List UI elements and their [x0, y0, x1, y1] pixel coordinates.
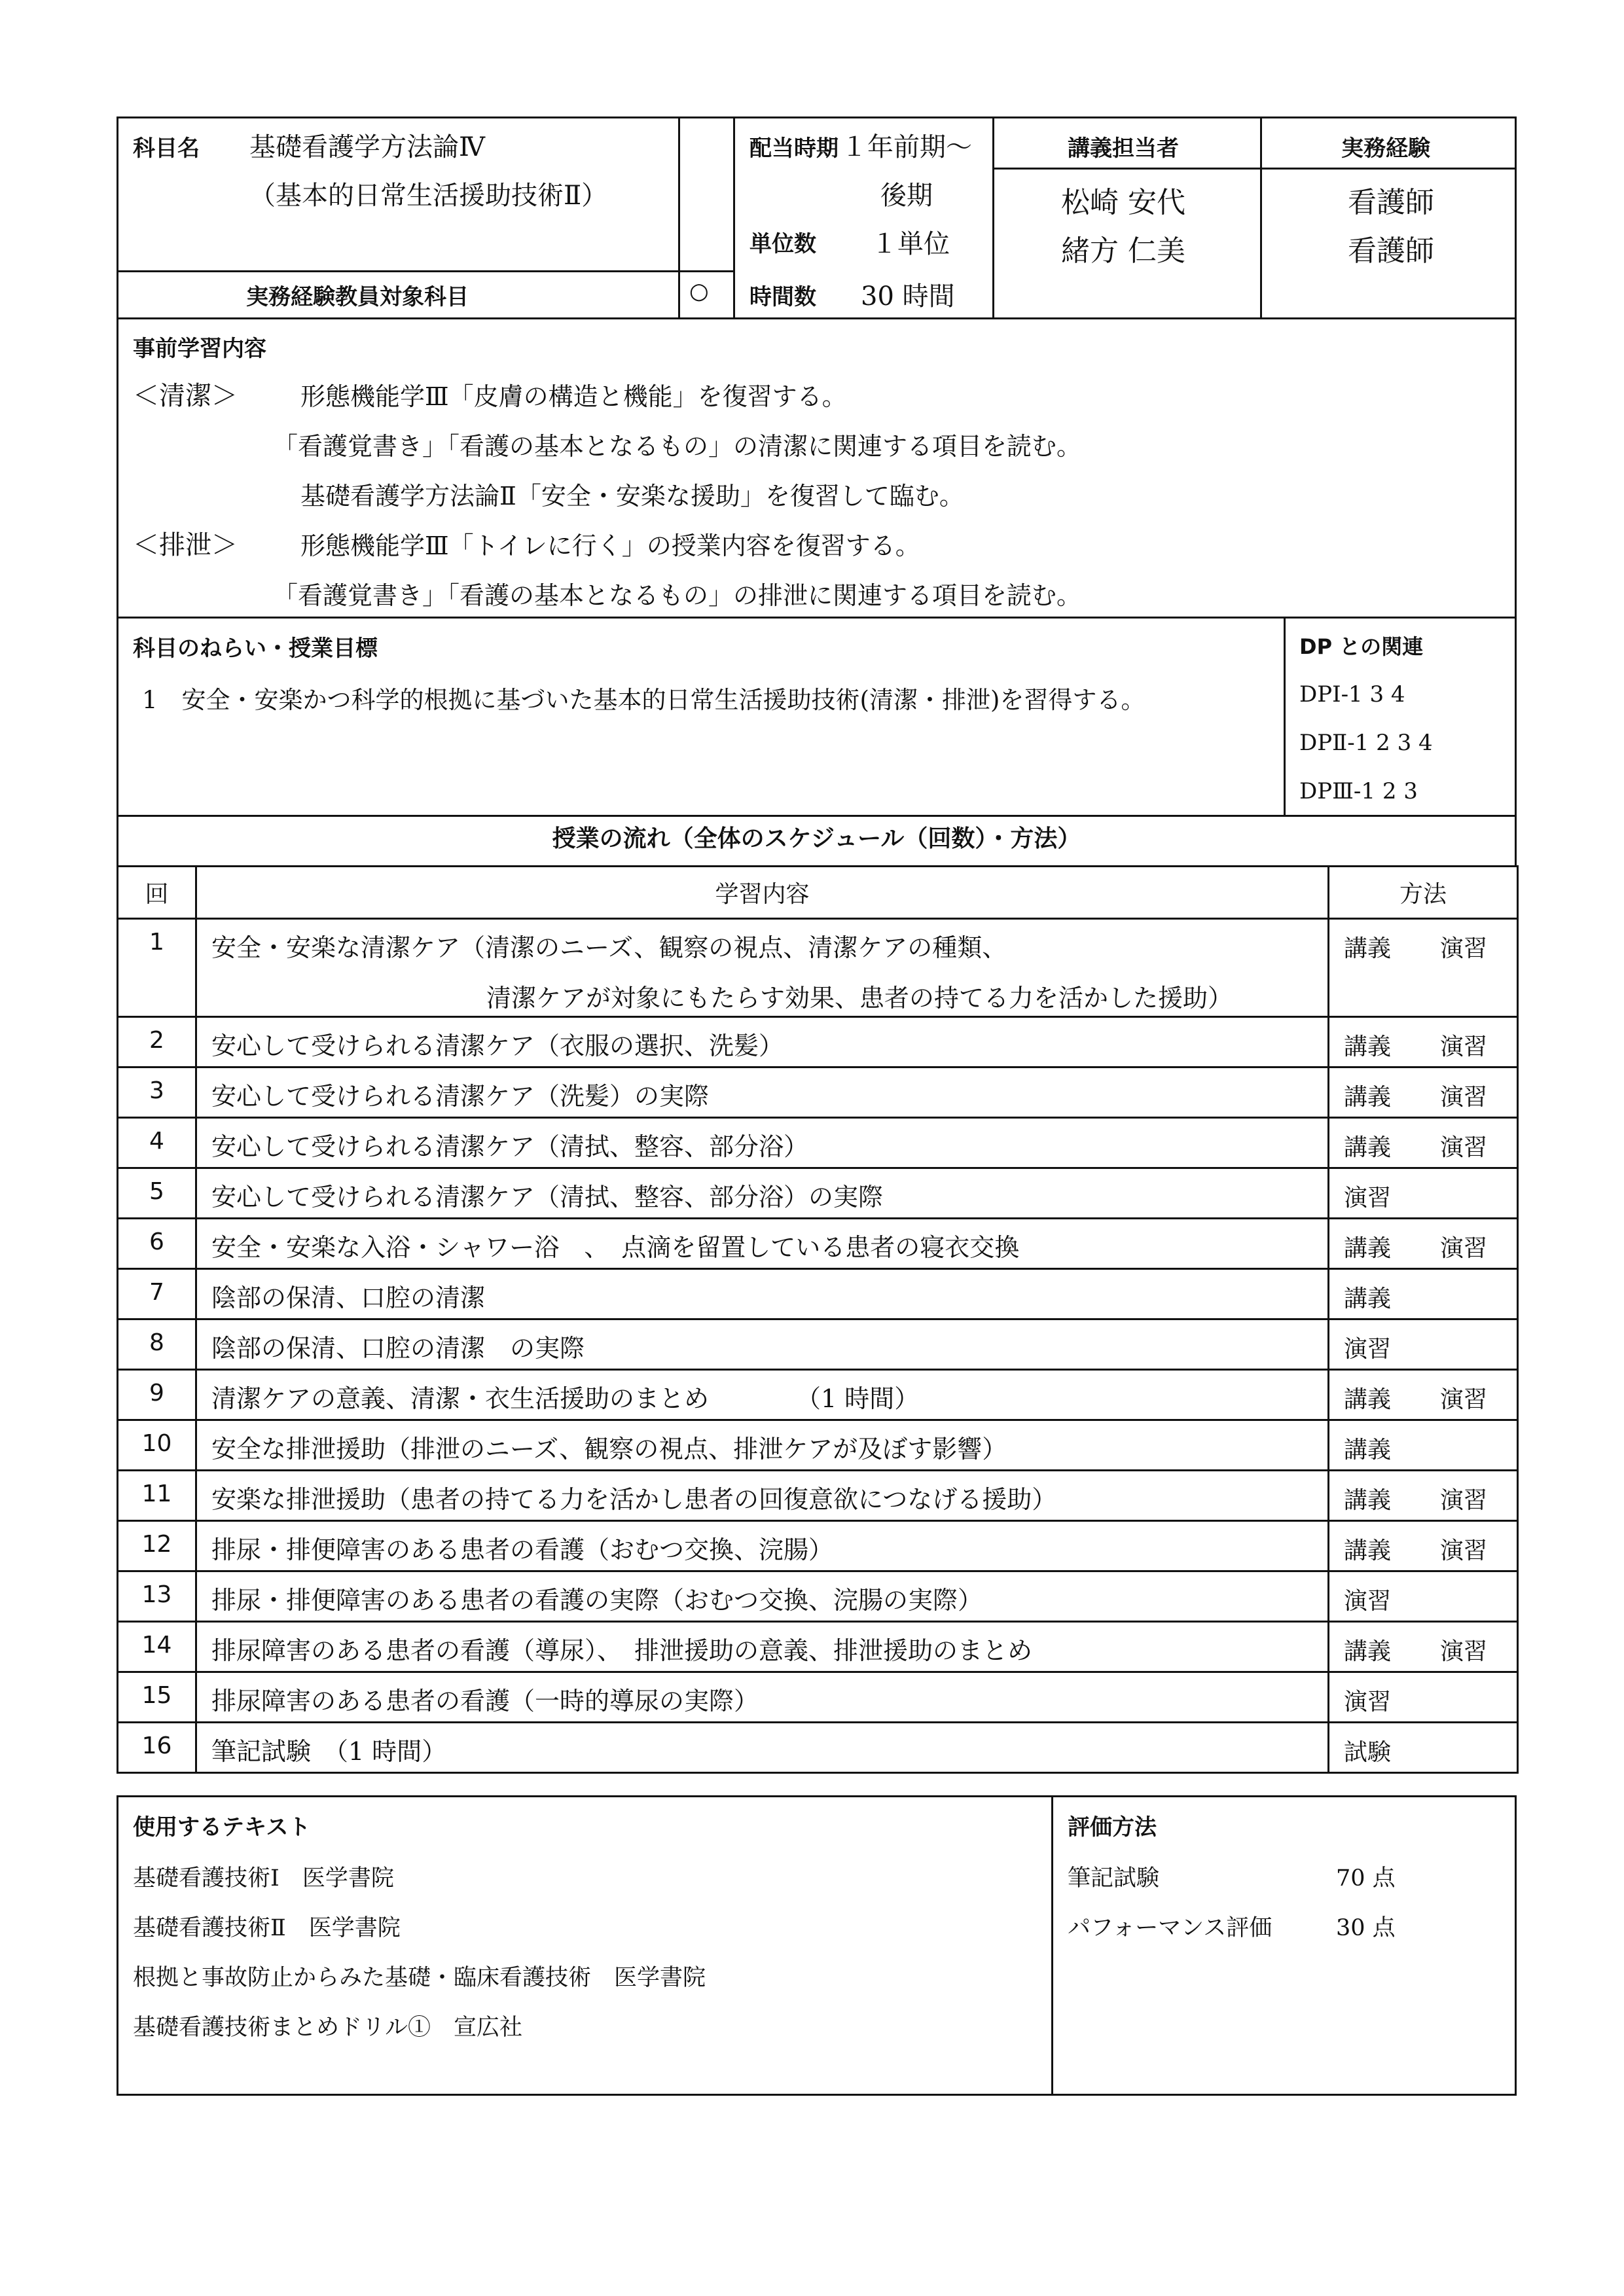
session-number: 12 [141, 1531, 172, 1558]
method-label: 講義 [1344, 1134, 1392, 1161]
session-number: 14 [141, 1632, 172, 1659]
dp-item: DPⅢ-1 2 3 [1299, 778, 1418, 804]
dp-item: DPⅠ-1 3 4 [1299, 681, 1405, 708]
schedule-row [118, 1067, 1518, 1118]
evaluation-item: 筆記試験 [1068, 1865, 1160, 1892]
session-number: 16 [141, 1732, 172, 1759]
schedule-row [118, 1168, 1518, 1219]
session-content-cell [196, 1571, 1329, 1622]
session-method-cell [1329, 919, 1518, 1017]
session-content-cell [196, 1067, 1329, 1118]
session-number: 15 [141, 1682, 172, 1709]
prestudy-line: 「看護覚書き」「看護の基本となるもの」の排泄に関連する項目を読む。 [273, 581, 1082, 610]
session-content: 安心して受けられる清潔ケア（清拭、整容、部分浴）の実際 [211, 1183, 884, 1211]
session-number-cell [118, 1269, 196, 1319]
session-content: 安心して受けられる清潔ケア（洗髪）の実際 [211, 1082, 710, 1111]
session-content-cell [196, 1269, 1329, 1319]
session-content: 清潔ケアの意義、清潔・衣生活援助のまとめ （1 時間） [211, 1384, 920, 1413]
method-label: 講義 [1344, 1638, 1392, 1665]
hours-value: 30 時間 [861, 281, 955, 312]
session-method-cell [1329, 1118, 1518, 1168]
method-label: 演習 [1440, 935, 1488, 962]
subject-subtitle: （基本的日常生活援助技術Ⅱ） [249, 181, 608, 211]
session-method-cell [1329, 1521, 1518, 1571]
session-content: 安全・安楽な入浴・シャワー浴 、 点滴を留置している患者の寝衣交換 [211, 1233, 1020, 1262]
schedule-row [118, 1571, 1518, 1622]
col-content-header [196, 867, 1329, 919]
session-content-cell [196, 1521, 1329, 1571]
session-content-cell [196, 1017, 1329, 1067]
session-number: 6 [149, 1229, 164, 1255]
text-item: 基礎看護技術Ⅱ 医学書院 [133, 1915, 401, 1941]
session-number-cell [118, 1521, 196, 1571]
lecturer-label: 講義担当者 [1068, 135, 1179, 162]
session-content: 排尿・排便障害のある患者の看護（おむつ交換、浣腸） [211, 1535, 834, 1564]
evaluation-score: 30 点 [1336, 1915, 1396, 1941]
session-method-cell [1329, 1370, 1518, 1420]
method-label: 試験 [1344, 1739, 1392, 1766]
session-number-cell [118, 1723, 196, 1773]
lecturer-name: 松崎 安代 [1061, 186, 1185, 219]
session-method-cell [1329, 1319, 1518, 1370]
method-label: 演習 [1440, 1084, 1488, 1111]
units-value: １単位 [871, 229, 950, 259]
session-content-cell [196, 1420, 1329, 1471]
session-method-cell [1329, 1219, 1518, 1269]
method-label: 演習 [1440, 1487, 1488, 1514]
session-number: 4 [149, 1128, 164, 1155]
session-content-cell [196, 919, 1329, 1017]
prestudy-tag: ＜排泄＞ [133, 530, 238, 560]
method-label: 講義 [1344, 1033, 1392, 1060]
session-content: 筆記試験 （1 時間） [211, 1737, 447, 1766]
col-num-header [118, 867, 196, 919]
session-number-cell [118, 1067, 196, 1118]
schedule-row [118, 1017, 1518, 1067]
session-method-cell [1329, 1420, 1518, 1471]
method-label: 講義 [1344, 1437, 1392, 1463]
session-content-cell [196, 1471, 1329, 1521]
session-method-cell [1329, 1571, 1518, 1622]
session-content: 安楽な排泄援助（患者の持てる力を活かし患者の回復意欲につなげる援助） [211, 1485, 1057, 1514]
text-item: 根拠と事故防止からみた基礎・臨床看護技術 医学書院 [133, 1965, 706, 1991]
session-number: 2 [149, 1027, 164, 1054]
texts-title: 使用するテキスト [133, 1814, 311, 1840]
session-number: 5 [149, 1178, 164, 1205]
session-content: 安心して受けられる清潔ケア（衣服の選択、洗髪） [211, 1031, 784, 1060]
schedule-title-row [117, 815, 1517, 867]
col-content-label: 学習内容 [715, 881, 810, 908]
divider [733, 118, 735, 319]
schedule-row [118, 1471, 1518, 1521]
schedule-header-row [118, 867, 1518, 919]
method-label: 講義 [1344, 1285, 1392, 1312]
units-label: 単位数 [749, 231, 816, 257]
session-number-cell [118, 1420, 196, 1471]
prestudy-section [117, 317, 1517, 619]
text-item: 基礎看護技術まとめドリル① 宣広社 [133, 2015, 523, 2041]
method-label: 演習 [1440, 1638, 1488, 1665]
prestudy-line: 形態機能学Ⅲ「トイレに行く」の授業内容を復習する。 [300, 531, 920, 560]
session-method-cell [1329, 1723, 1518, 1773]
session-content: 陰部の保清、口腔の清潔 [211, 1283, 486, 1312]
method-label: 講義 [1344, 1537, 1392, 1564]
schedule-table [117, 865, 1519, 1774]
method-label: 演習 [1440, 1134, 1488, 1161]
experience-value: 看護師 [1348, 234, 1434, 268]
session-number: 13 [141, 1581, 172, 1608]
session-content: 排尿障害のある患者の看護（一時的導尿の実際） [211, 1687, 759, 1715]
method-label: 演習 [1344, 1336, 1392, 1363]
session-content-cell [196, 1168, 1329, 1219]
divider [1051, 1797, 1053, 2096]
dp-title: DP との関連 [1299, 634, 1424, 659]
period-label: 配当時期 [749, 135, 839, 162]
session-number: 8 [149, 1329, 164, 1356]
col-method-header [1329, 867, 1518, 919]
experience-value: 看護師 [1348, 186, 1434, 219]
session-number: 10 [141, 1430, 172, 1457]
session-content-cell [196, 1118, 1329, 1168]
method-label: 演習 [1440, 1033, 1488, 1060]
session-method-cell [1329, 1168, 1518, 1219]
prestudy-line: 基礎看護学方法論Ⅱ「安全・安楽な援助」を復習して臨む。 [300, 482, 964, 511]
session-method-cell [1329, 1622, 1518, 1672]
subject-name: 基礎看護学方法論Ⅳ [249, 132, 485, 162]
session-content: 陰部の保清、口腔の清潔 の実際 [211, 1334, 585, 1363]
session-content: 清潔ケアが対象にもたらす効果、患者の持てる力を活かした援助） [486, 984, 1233, 1013]
session-method-cell [1329, 1471, 1518, 1521]
schedule-row [118, 1622, 1518, 1672]
texts-evaluation-section [117, 1795, 1517, 2096]
schedule-row [118, 1672, 1518, 1723]
session-number-cell [118, 1471, 196, 1521]
method-label: 講義 [1344, 1084, 1392, 1111]
session-method-cell [1329, 1269, 1518, 1319]
goal-item: 1 安全・安楽かつ科学的根拠に基づいた基本的日常生活援助技術(清潔・排泄)を習得する。 [142, 686, 1146, 714]
schedule-row [118, 1118, 1518, 1168]
method-label: 演習 [1440, 1386, 1488, 1413]
evaluation-score: 70 点 [1336, 1865, 1396, 1892]
schedule-title: 授業の流れ（全体のスケジュール（回数）・方法） [552, 825, 1081, 852]
session-number-cell [118, 1370, 196, 1420]
session-method-cell [1329, 1017, 1518, 1067]
evaluation-item: パフォーマンス評価 [1068, 1915, 1272, 1941]
session-content: 安全・安楽な清潔ケア（清潔のニーズ、観察の視点、清潔ケアの種類、 [211, 933, 1007, 962]
session-number-cell [118, 1118, 196, 1168]
method-label: 演習 [1344, 1185, 1392, 1211]
prestudy-line: 形態機能学Ⅲ「皮膚の構造と機能」を復習する。 [300, 382, 847, 411]
method-label: 講義 [1344, 1386, 1392, 1413]
goals-section [117, 617, 1517, 817]
method-label: 演習 [1344, 1689, 1392, 1715]
schedule-row [118, 1269, 1518, 1319]
schedule-row [118, 1521, 1518, 1571]
goals-title: 科目のねらい・授業目標 [133, 636, 378, 662]
divider [118, 270, 733, 272]
session-number-cell [118, 1571, 196, 1622]
practical-label: 実務経験教員対象科目 [246, 284, 469, 310]
session-method-cell [1329, 1067, 1518, 1118]
session-number-cell [118, 1319, 196, 1370]
session-content: 安心して受けられる清潔ケア（清拭、整容、部分浴） [211, 1132, 809, 1161]
session-number-cell [118, 1168, 196, 1219]
session-content: 排尿障害のある患者の看護（導尿）、 排泄援助の意義、排泄援助のまとめ [211, 1636, 1033, 1665]
session-number: 1 [149, 929, 164, 956]
method-label: 演習 [1440, 1235, 1488, 1262]
schedule-row [118, 1319, 1518, 1370]
period-value-2: 後期 [880, 181, 933, 211]
schedule-row [118, 1420, 1518, 1471]
schedule-row [118, 1370, 1518, 1420]
prestudy-tag: ＜清潔＞ [133, 381, 238, 411]
method-label: 演習 [1440, 1537, 1488, 1564]
prestudy-line: 「看護覚書き」「看護の基本となるもの」の清潔に関連する項目を読む。 [273, 432, 1082, 461]
method-label: 演習 [1344, 1588, 1392, 1615]
divider [1284, 619, 1286, 817]
session-number-cell [118, 919, 196, 1017]
method-label: 講義 [1344, 1487, 1392, 1514]
schedule-row [118, 1723, 1518, 1773]
dp-item: DPⅡ-1 2 3 4 [1299, 730, 1433, 756]
col-method-label: 方法 [1399, 881, 1447, 908]
session-content-cell [196, 1622, 1329, 1672]
divider [992, 168, 1517, 170]
divider [992, 118, 994, 319]
session-number: 7 [149, 1279, 164, 1306]
session-method-cell [1329, 1672, 1518, 1723]
hours-label: 時間数 [749, 284, 816, 310]
session-number-cell [118, 1017, 196, 1067]
session-content-cell [196, 1219, 1329, 1269]
method-label: 講義 [1344, 935, 1392, 962]
syllabus-header [117, 117, 1517, 319]
period-value-1: １年前期～ [841, 132, 972, 162]
schedule-row [118, 1219, 1518, 1269]
session-number-cell [118, 1622, 196, 1672]
text-item: 基礎看護技術Ⅰ 医学書院 [133, 1865, 394, 1892]
divider [1260, 118, 1262, 319]
lecturer-name: 緒方 仁美 [1061, 234, 1185, 268]
session-content: 安全な排泄援助（排泄のニーズ、観察の視点、排泄ケアが及ぼす影響） [211, 1435, 1007, 1463]
schedule-row [118, 919, 1518, 1017]
subject-label: 科目名 [133, 135, 200, 162]
session-content-cell [196, 1723, 1329, 1773]
session-content-cell [196, 1672, 1329, 1723]
col-num-label: 回 [145, 881, 169, 908]
experience-label: 実務経験 [1341, 135, 1430, 162]
session-number: 3 [149, 1077, 164, 1104]
prestudy-title: 事前学習内容 [133, 336, 266, 362]
session-content: 排尿・排便障害のある患者の看護の実際（おむつ交換、浣腸の実際） [211, 1586, 983, 1615]
session-number-cell [118, 1672, 196, 1723]
session-content-cell [196, 1370, 1329, 1420]
divider [678, 118, 680, 319]
session-number: 11 [141, 1480, 172, 1507]
session-content-cell [196, 1319, 1329, 1370]
method-label: 講義 [1344, 1235, 1392, 1262]
session-number: 9 [149, 1380, 164, 1407]
evaluation-title: 評価方法 [1068, 1814, 1157, 1840]
session-number-cell [118, 1219, 196, 1269]
practical-mark: ○ [689, 278, 709, 304]
